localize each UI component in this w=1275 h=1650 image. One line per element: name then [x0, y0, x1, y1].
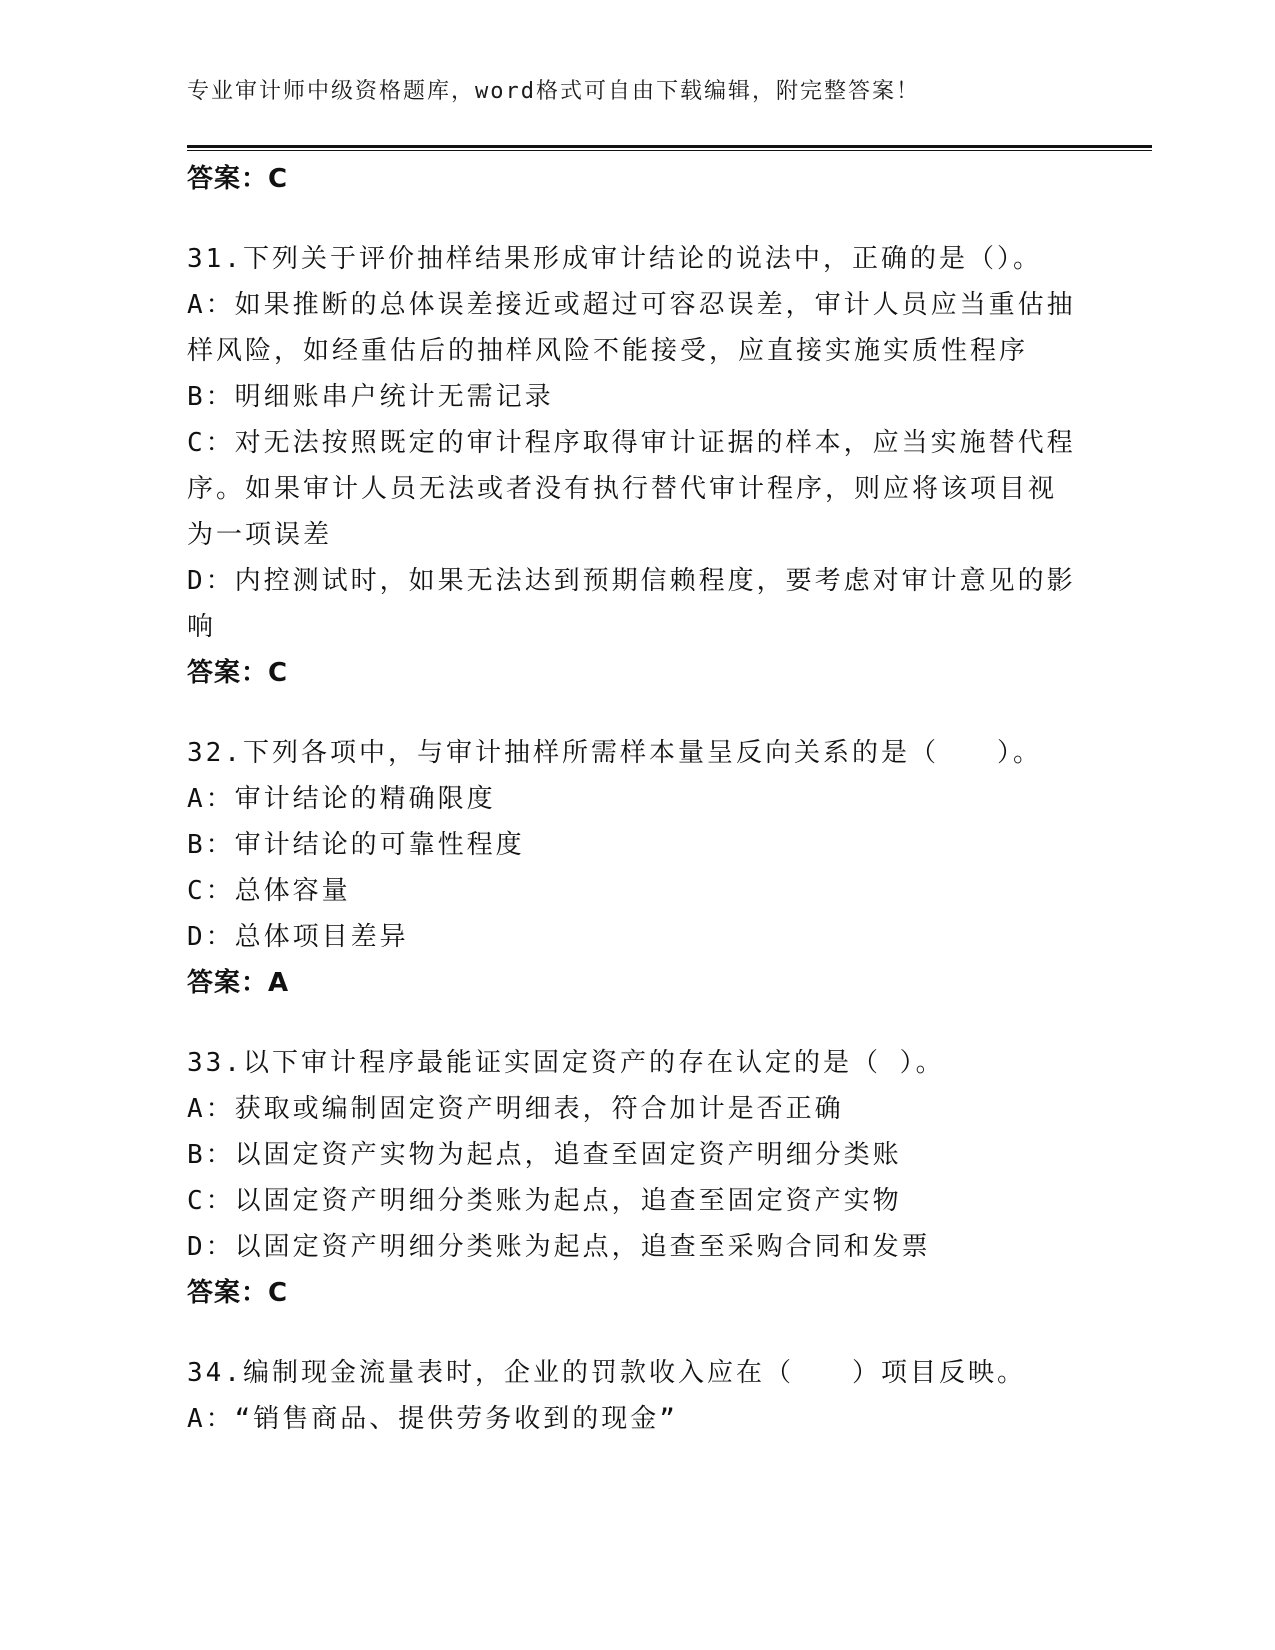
- previous-answer: 答案：C: [187, 164, 289, 194]
- option: [187, 1224, 1087, 1270]
- question-stem: 34.编制现金流量表时，企业的罚款收入应在（ ）项目反映。: [187, 1358, 1026, 1388]
- option-text-line: 响: [187, 612, 217, 642]
- option-text-line: B：明细账串户统计无需记录: [187, 382, 554, 412]
- option-text-line: D：以固定资产明细分类账为起点，追查至采购合同和发票: [187, 1232, 931, 1262]
- option-text-line: A：“销售商品、提供劳务收到的现金”: [187, 1404, 678, 1434]
- option-text-line: C：对无法按照既定的审计程序取得审计证据的样本，应当实施替代程: [187, 428, 1076, 458]
- answer-line: 答案：A: [187, 968, 290, 998]
- option: [187, 1396, 1087, 1442]
- page-header: 专业审计师中级资格题库，word格式可自由下载编辑，附完整答案！: [187, 79, 920, 104]
- option-text-line: D：内控测试时，如果无法达到预期信赖程度，要考虑对审计意见的影: [187, 566, 1076, 596]
- question-list: [187, 156, 1087, 1442]
- option: [187, 282, 1087, 374]
- option-text-line: B：审计结论的可靠性程度: [187, 830, 525, 860]
- question-gap: [187, 202, 1087, 236]
- question-block: [187, 236, 1087, 696]
- option: [187, 776, 1087, 822]
- header-rule-thick: [187, 145, 1152, 148]
- option-text-line: 为一项误差: [187, 520, 333, 550]
- option-text-line: C：以固定资产明细分类账为起点，追查至固定资产实物: [187, 1186, 902, 1216]
- question-gap: [187, 1316, 1087, 1350]
- option-text-line: 样风险，如经重估后的抽样风险不能接受，应直接实施实质性程序: [187, 336, 1029, 366]
- option: [187, 420, 1087, 558]
- option: [187, 1132, 1087, 1178]
- option: [187, 1086, 1087, 1132]
- option-text-line: A：审计结论的精确限度: [187, 784, 496, 814]
- option: [187, 868, 1087, 914]
- header-rule-thin: [187, 150, 1152, 151]
- question-block: [187, 730, 1087, 1006]
- option: [187, 558, 1087, 650]
- option: [187, 914, 1087, 960]
- question-stem: 33.以下审计程序最能证实固定资产的存在认定的是（ ）。: [187, 1048, 945, 1078]
- option-text-line: 序。如果审计人员无法或者没有执行替代审计程序，则应将该项目视: [187, 474, 1058, 504]
- option: [187, 1178, 1087, 1224]
- question-gap: [187, 1006, 1087, 1040]
- option-text-line: D：总体项目差异: [187, 922, 409, 952]
- question-stem: 31.下列关于评价抽样结果形成审计结论的说法中，正确的是（）。: [187, 244, 1042, 274]
- option-text-line: B：以固定资产实物为起点，追查至固定资产明细分类账: [187, 1140, 902, 1170]
- question-block: [187, 1350, 1087, 1442]
- answer-line: 答案：C: [187, 1278, 289, 1308]
- option-text-line: A：获取或编制固定资产明细表，符合加计是否正确: [187, 1094, 844, 1124]
- option-text-line: C：总体容量: [187, 876, 351, 906]
- option: [187, 822, 1087, 868]
- question-block: [187, 1040, 1087, 1316]
- option-text-line: A：如果推断的总体误差接近或超过可容忍误差，审计人员应当重估抽: [187, 290, 1076, 320]
- answer-line: 答案：C: [187, 658, 289, 688]
- question-stem: 32.下列各项中，与审计抽样所需样本量呈反向关系的是（ ）。: [187, 738, 1042, 768]
- option: [187, 374, 1087, 420]
- question-gap: [187, 696, 1087, 730]
